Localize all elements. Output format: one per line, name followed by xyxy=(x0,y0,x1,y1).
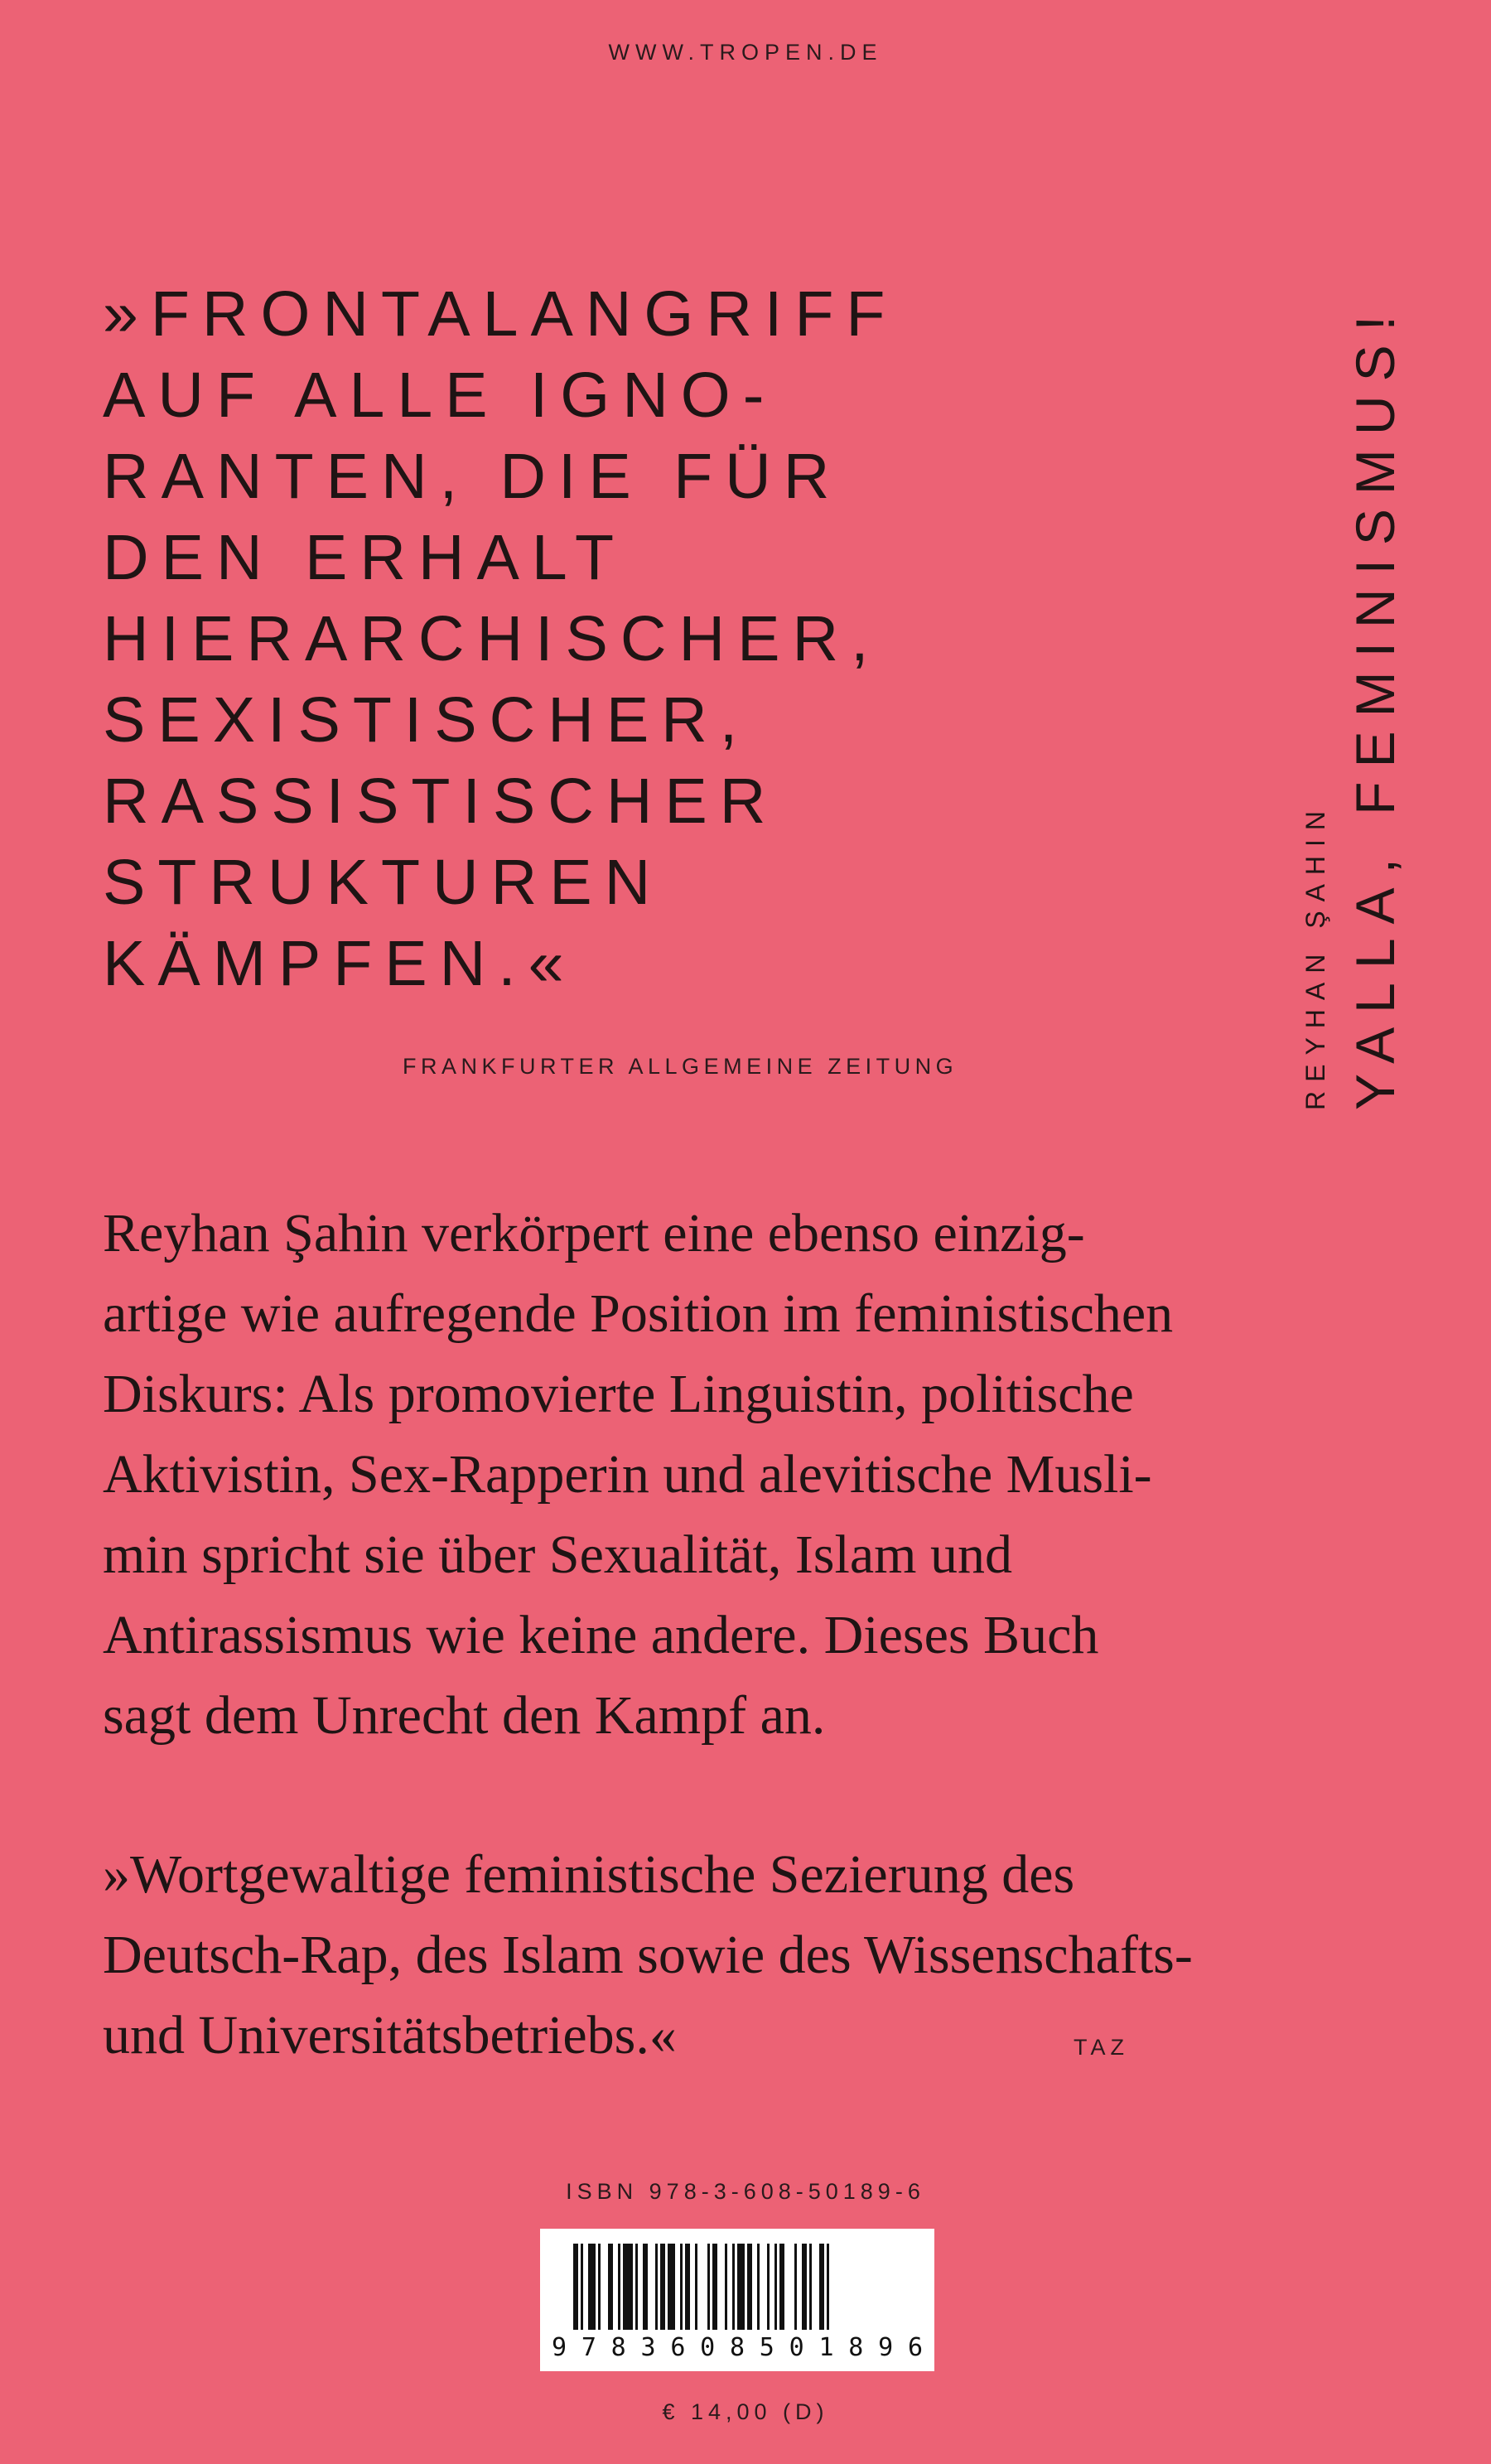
main-quote-line: STRUKTUREN xyxy=(103,847,663,918)
barcode-bar xyxy=(819,2244,824,2330)
barcode-bar xyxy=(660,2244,665,2330)
barcode-digit: 9 xyxy=(878,2333,894,2362)
barcode-bar xyxy=(802,2244,807,2330)
review-line: »Wortgewaltige feministische Sezierung des xyxy=(103,1844,1075,1905)
barcode-bar xyxy=(712,2244,717,2330)
barcode-bar xyxy=(707,2244,710,2330)
spine-text xyxy=(1300,33,1466,1110)
review-line: und Universitätsbetriebs.« xyxy=(103,2005,677,2065)
barcode-bar xyxy=(732,2244,735,2330)
barcode-bar xyxy=(695,2244,697,2330)
barcode-bar xyxy=(598,2244,601,2330)
barcode-bar xyxy=(794,2244,797,2330)
barcode-digit: 6 xyxy=(907,2333,923,2362)
barcode-bar xyxy=(774,2244,777,2330)
publisher-url: WWW.TROPEN.DE xyxy=(608,40,883,65)
barcode-bar xyxy=(779,2244,784,2330)
barcode-digit: 1 xyxy=(818,2333,834,2362)
barcode-bar xyxy=(809,2244,812,2330)
main-quote-line: »FRONTALANGRIFF xyxy=(103,278,898,350)
barcode-bar xyxy=(747,2244,752,2330)
barcode-bar xyxy=(588,2244,596,2330)
barcode-bar xyxy=(685,2244,690,2330)
barcode-digit: 5 xyxy=(759,2333,774,2362)
barcode-bar xyxy=(608,2244,613,2330)
blurb-line: Reyhan Şahin verkörpert eine ebenso einzig- xyxy=(103,1203,1085,1263)
barcode-bar xyxy=(623,2244,633,2330)
barcode-bar xyxy=(581,2244,583,2330)
barcode xyxy=(540,2229,934,2371)
barcode-bar xyxy=(618,2244,620,2330)
barcode-bar xyxy=(725,2244,727,2330)
blurb-line: Aktivistin, Sex-Rapperin und alevitische Musli- xyxy=(103,1444,1152,1505)
barcode-bar xyxy=(668,2244,675,2330)
book-blurb xyxy=(103,1193,1213,1756)
blurb-line: artige wie aufregende Position im feministischen xyxy=(103,1283,1174,1344)
main-quote-line: SEXISTISCHER, xyxy=(103,684,750,756)
barcode-digit: 8 xyxy=(848,2333,864,2362)
barcode-bar xyxy=(737,2244,745,2330)
main-quote-source: FRANKFURTER ALLGEMEINE ZEITUNG xyxy=(403,1054,958,1079)
main-quote-line: DEN ERHALT xyxy=(103,522,627,593)
blurb-line: sagt dem Unrecht den Kampf an. xyxy=(103,1685,826,1746)
barcode-digit: 8 xyxy=(729,2333,746,2362)
spine-author: REYHAN ŞAHIN xyxy=(1300,801,1330,1110)
barcode-digit: 0 xyxy=(700,2333,716,2362)
isbn-label: ISBN 978-3-608-50189-6 xyxy=(566,2179,925,2204)
barcode-digit: 6 xyxy=(670,2333,686,2362)
barcode-bar xyxy=(655,2244,658,2330)
main-quote-line: RASSISTISCHER xyxy=(103,766,779,837)
barcode-bar xyxy=(643,2244,648,2330)
barcode-bar xyxy=(573,2244,578,2330)
review-source: TAZ xyxy=(1074,2035,1129,2060)
barcode-bar xyxy=(757,2244,760,2330)
barcode-bar xyxy=(680,2244,683,2330)
review-line: Deutsch-Rap, des Islam sowie des Wissenschafts- xyxy=(103,1925,1193,1985)
main-quote xyxy=(103,273,1180,1004)
blurb-line: Antirassismus wie keine andere. Dieses Buch xyxy=(103,1605,1099,1665)
barcode-digit: 3 xyxy=(640,2333,656,2362)
review-quote xyxy=(103,1834,1213,2075)
price: € 14,00 (D) xyxy=(662,2399,829,2424)
barcode-bar xyxy=(767,2244,770,2330)
main-quote-line: AUF ALLE IGNO- xyxy=(103,360,777,431)
blurb-line: Diskurs: Als promovierte Linguistin, politische xyxy=(103,1364,1134,1424)
barcode-bar xyxy=(635,2244,638,2330)
main-quote-line: RANTEN, DIE FÜR xyxy=(103,441,842,512)
main-quote-line: HIERARCHISCHER, xyxy=(103,603,881,674)
barcode-bar xyxy=(827,2244,829,2330)
barcode-digits xyxy=(552,2333,923,2362)
barcode-digit: 7 xyxy=(581,2333,596,2362)
barcode-digit: 8 xyxy=(610,2333,626,2362)
spine-title: YALLA, FEMINISMUS! xyxy=(1344,302,1406,1110)
main-quote-line: KÄMPFEN.« xyxy=(103,928,577,999)
barcode-digit: 9 xyxy=(552,2333,567,2362)
blurb-line: min spricht sie über Sexualität, Islam und xyxy=(103,1524,1012,1585)
barcode-bars xyxy=(573,2244,901,2330)
barcode-digit: 0 xyxy=(789,2333,804,2362)
